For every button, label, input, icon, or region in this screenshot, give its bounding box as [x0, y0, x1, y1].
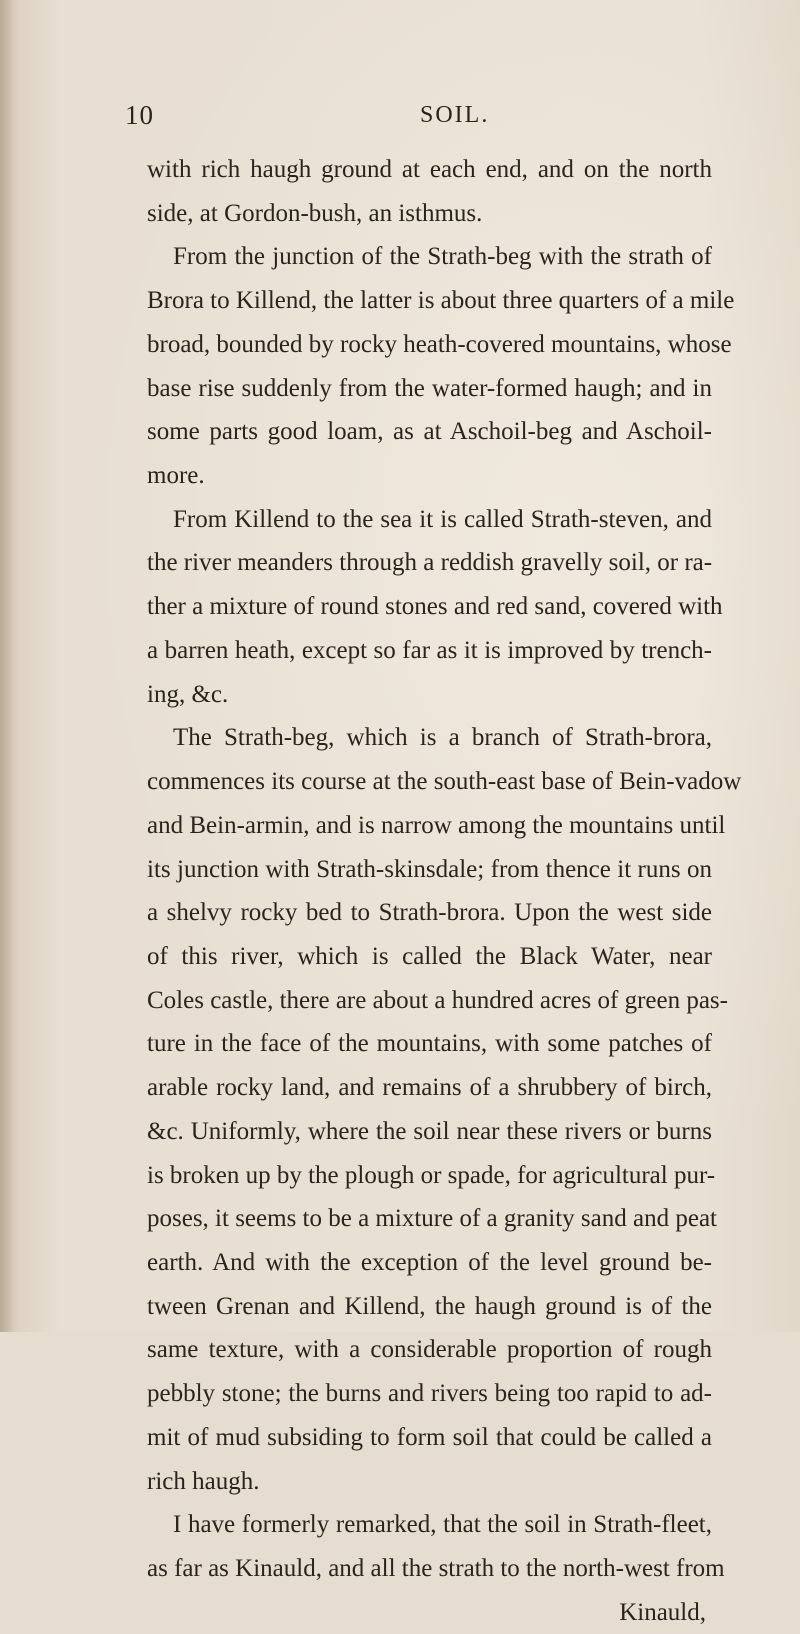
running-head: SOIL.: [420, 102, 490, 128]
text-line: tween Grenan and Killend, the haugh ground is of the: [147, 1292, 712, 1320]
text-line: base rise suddenly from the water-formed haugh; and in: [147, 374, 712, 402]
text-line: is broken up by the plough or spade, for agricultural pur-: [147, 1161, 716, 1189]
text-line: same texture, with a considerable proportion of rough: [147, 1336, 712, 1364]
text-line: commences its course at the south-east base of Bein-vadow: [147, 768, 742, 796]
text-line: some parts good loam, as at Aschoil-beg and Aschoil-: [147, 418, 712, 446]
paragraph-start-line: From Killend to the sea it is called Strath-steven, and: [173, 505, 712, 533]
text-line: side, at Gordon-bush, an isthmus.: [147, 199, 483, 227]
text-line: arable rocky land, and remains of a shrubbery of birch,: [147, 1074, 712, 1102]
body-text: [147, 148, 742, 1634]
text-line: mit of mud subsiding to form soil that could be called a: [147, 1423, 712, 1451]
text-line: broad, bounded by rocky heath-covered mountains, whose: [147, 330, 732, 358]
text-line: the river meanders through a reddish gravelly soil, or ra-: [147, 549, 713, 577]
page-number: 10: [125, 100, 154, 130]
text-line: ther a mixture of round stones and red sand, covered with: [147, 593, 723, 621]
text-line: pebbly stone; the burns and rivers being too rapid to ad-: [147, 1380, 712, 1408]
text-line: &c. Uniformly, where the soil near these rivers or burns: [147, 1117, 712, 1145]
text-line: poses, it seems to be a mixture of a granity sand and peat: [147, 1205, 717, 1233]
text-line: more.: [147, 462, 205, 490]
text-line: ture in the face of the mountains, with some patches of: [147, 1030, 712, 1058]
text-line: Coles castle, there are about a hundred acres of green pas-: [147, 986, 728, 1014]
paragraph-start-line: I have formerly remarked, that the soil in Strath-fleet,: [173, 1511, 712, 1539]
text-line: a shelvy rocky bed to Strath-brora. Upon the west side: [147, 899, 712, 927]
text-line: of this river, which is called the Black Water, near: [147, 942, 712, 970]
page-header: [125, 100, 665, 140]
text-line: Brora to Killend, the latter is about three quarters of a mile: [147, 287, 735, 315]
text-line: ing, &c.: [147, 680, 229, 708]
text-line: a barren heath, except so far as it is improved by trench-: [147, 636, 712, 664]
text-line: and Bein-armin, and is narrow among the mountains until: [147, 811, 726, 839]
text-line: with rich haugh ground at each end, and on the north: [147, 156, 712, 183]
text-line: rich haugh.: [147, 1467, 260, 1495]
page-binding-edge: [0, 0, 14, 1332]
text-line: its junction with Strath-skinsdale; from thence it runs on: [147, 855, 712, 883]
catchword: Kinauld,: [619, 1598, 706, 1626]
text-line: as far as Kinauld, and all the strath to the north-west from: [147, 1555, 725, 1582]
paragraph-start-line: From the junction of the Strath-beg with the strath of: [173, 243, 712, 271]
paragraph-start-line: The Strath-beg, which is a branch of Strath-brora,: [173, 724, 712, 752]
text-line: earth. And with the exception of the level ground be-: [147, 1248, 712, 1276]
